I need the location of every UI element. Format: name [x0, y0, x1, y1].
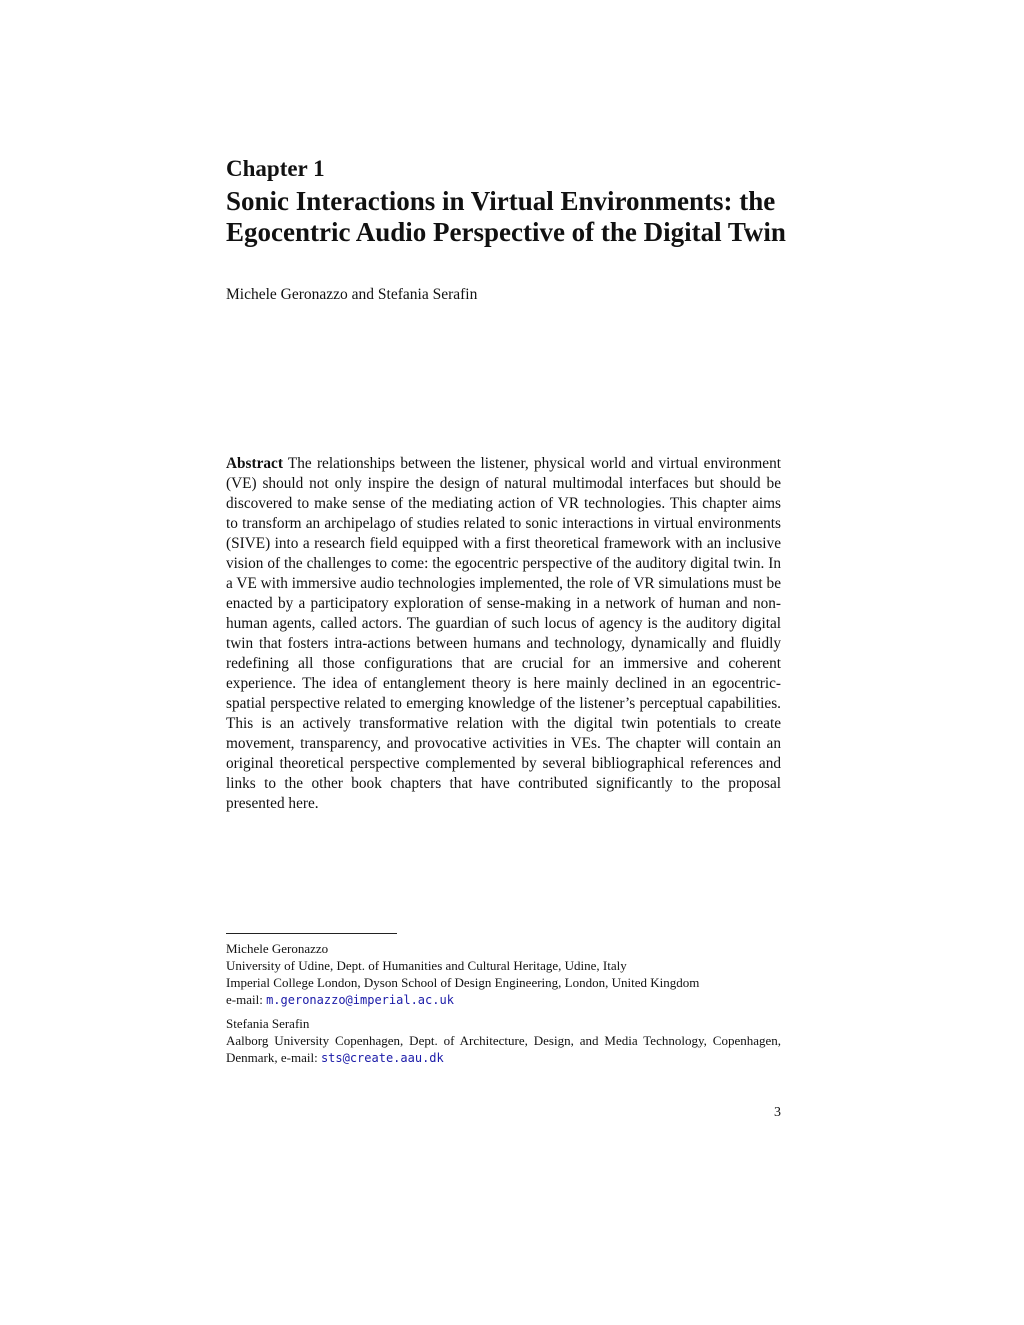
- author2-affiliation-block: [226, 1015, 781, 1067]
- abstract-label: Abstract: [226, 455, 283, 472]
- abstract-text: The relationships between the listener, physical world and virtual environment (VE) should not only inspire the design of natural multimodal interfaces but should be discovered to make sense of the mediating action of VR technologies. This chapter aims to transform an archipelago of studies related to sonic interactions in virtual environments (SIVE) into a research field equipped with a first theoretical framework with an inclusive vision of the challenges to come: the egocentric perspective of the auditory digital twin. In a VE with immersive audio technologies implemented, the role of VR simulations must be enacted by a participatory exploration of sense-making in a network of human and non-human agents, called actors. The guardian of such locus of agency is the auditory digital twin that fosters intra-actions between humans and technology, dynamically and fluidly redefining all those configurations that are crucial for an immersive and coherent experience. The idea of entanglement theory is here mainly declined in an egocentric-spatial perspective related to emerging knowledge of the listener’s perceptual capabilities. This is an actively transformative relation with the digital twin potentials to create movement, transparency, and provocative activities in VEs. The chapter will contain an original theoretical perspective complemented by several bibliographical references and links to the other book chapters that have contributed significantly to the proposal presented here.: [226, 455, 781, 812]
- author2-affiliation-line: [226, 1032, 781, 1067]
- chapter-title: Sonic Interactions in Virtual Environments: the Egocentric Audio Perspective of the Digital Twin: [226, 186, 786, 247]
- author1-affiliation-imperial: Imperial College London, Dyson School of Design Engineering, London, United Kingdom: [226, 975, 700, 990]
- author1-email-link[interactable]: m.geronazzo@imperial.ac.uk: [266, 993, 454, 1007]
- abstract: [226, 454, 781, 814]
- page-number: 3: [774, 1105, 781, 1120]
- chapter-authors: Michele Geronazzo and Stefania Serafin: [226, 286, 478, 303]
- author2-email-link[interactable]: sts@create.aau.dk: [320, 1051, 444, 1065]
- author1-name: Michele Geronazzo: [226, 941, 329, 956]
- chapter-label: Chapter 1: [226, 156, 325, 181]
- author1-email-line: [226, 991, 781, 1009]
- author1-affiliation-udine: University of Udine, Dept. of Humanities and Cultural Heritage, Udine, Italy: [226, 958, 627, 973]
- author2-name: Stefania Serafin: [226, 1016, 310, 1031]
- footnote-rule: [226, 933, 397, 934]
- author1-email-prefix: e-mail:: [226, 992, 263, 1007]
- author2-affiliation: Aalborg University Copenhagen, Dept. of Architecture, Design, and Media Technology, Copenhagen, Denmark, e-mail:: [226, 1033, 781, 1065]
- author1-affiliation-block: [226, 940, 781, 1009]
